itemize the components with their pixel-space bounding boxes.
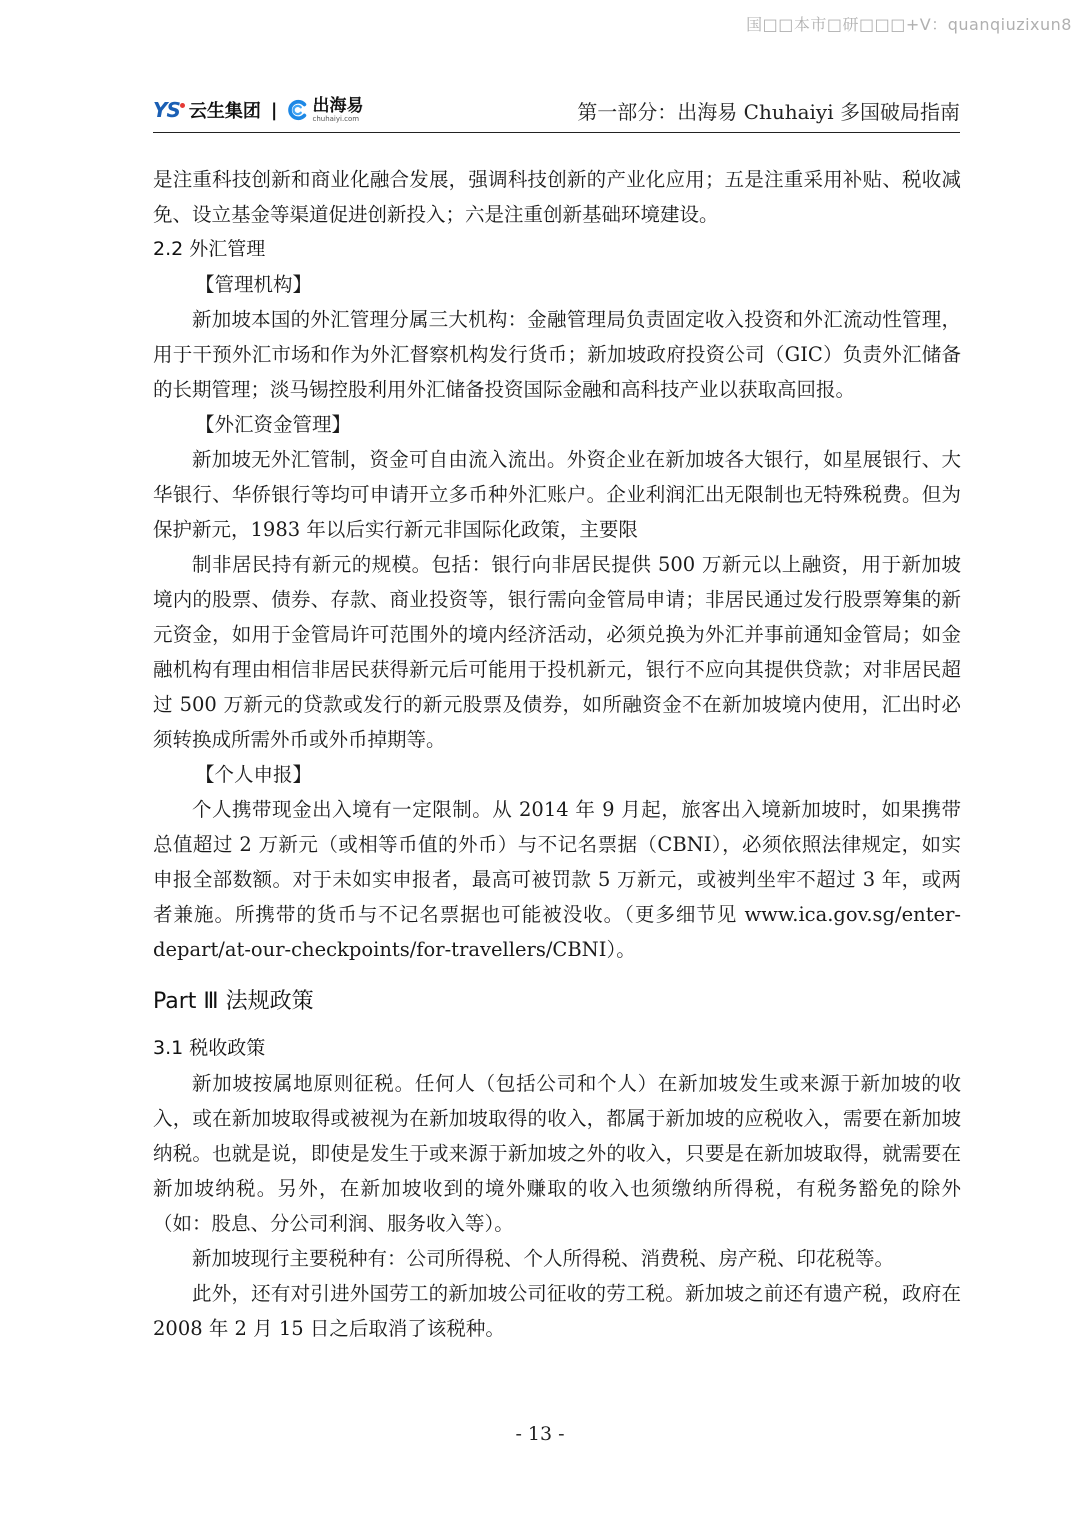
paragraph-tax-1: 新加坡按属地原则征税。任何人（包括公司和个人）在新加坡发生或来源于新加坡的收入，或在新加坡取得或被视为在新加坡取得的收入，都属于新加坡的应税收入，需要在新加坡纳税。也就是说，即使是发生于或来源于新加坡之外的收入，只要是在新加坡取得，就需要在新加坡纳税。另外，在新加坡收到的境外赚取的收入也须缴纳所得税，有税务豁免的除外（如：股息、分公司利润、服务收入等）。 [153, 1072, 961, 1235]
paragraph-personal: 个人携带现金出入境有一定限制。从 2014 年 9 月起，旅客出入境新加坡时，如果携带总值超过 2 万新元（或相等币值的外币）与不记名票据（CBNI），必须依照法律规定，如实申报全部数额。对于未如实申报者，最高可被罚款 5 万新元，或被判坐牢不超过 3 年，或两者兼施。所携带的货币与不记名票据也可能被没收。（更多细节见 www.ica.gov.sg/enter-depart/at-our-checkpoints/for-travellers/CBNI）。 [153, 798, 961, 961]
paragraph-tax-2: 新加坡现行主要税种有：公司所得税、个人所得税、消费税、房产税、印花税等。 [192, 1247, 895, 1270]
chuhaiyi-logo-name: 出海易 [312, 95, 364, 116]
chuhaiyi-logo-url: chuhaiyi.com [312, 114, 360, 123]
subheading-agency: 【管理机构】 [195, 273, 313, 296]
watermark-text: 国□□本市□研□□□+V：quanqiuzixun8 [746, 15, 1072, 34]
paragraph-agency: 新加坡本国的外汇管理分属三大机构：金融管理局负责固定收入投资和外汇流动性管理，用于干预外汇市场和作为外汇督察机构发行货币；新加坡政府投资公司（GIC）负责外汇储备的长期管理；淡马锡控股利用外汇储备投资国际金融和高科技产业以获取高回报。 [153, 308, 961, 401]
paragraph-intro: 是注重科技创新和商业化融合发展，强调科技创新的产业化应用；五是注重采用补贴、税收减免、设立基金等渠道促进创新投入；六是注重创新基础环境建设。 [153, 168, 961, 226]
logo-separator: | [270, 99, 278, 121]
paragraph-fund-2: 制非居民持有新元的规模。包括：银行向非居民提供 500 万新元以上融资，用于新加坡境内的股票、债券、存款、商业投资等，银行需向金管局申请；非居民通过发行股票筹集的新元资金，如用于金管局许可范围外的境内经济活动，必须兑换为外汇并事前通知金管局；如金融机构有理由相信非居民获得新元后可能用于投机新元，银行不应向其提供贷款；对非居民超过 500 万新元的贷款或发行的新元股票及债券，如所融资金不在新加坡境内使用，汇出时必须转换成所需外币或外币掉期等。 [153, 553, 961, 751]
page-header [153, 88, 960, 133]
subheading-fund-management: 【外汇资金管理】 [195, 413, 352, 436]
paragraph-tax-3: 此外，还有对引进外国劳工的新加坡公司征收的劳工税。新加坡之前还有遗产税，政府在 2008 年 2 月 15 日之后取消了该税种。 [153, 1282, 961, 1340]
section-heading-2-2: 2.2 外汇管理 [153, 238, 266, 260]
chuhaiyi-logo [287, 95, 364, 123]
part-heading-3: Part Ⅲ 法规政策 [153, 989, 314, 1014]
page-content [153, 162, 961, 1346]
page-number: - 13 - [515, 1423, 565, 1445]
ys-logo-dot-icon [180, 103, 185, 108]
header-logos [153, 97, 363, 123]
ys-logo-mark: YS [153, 98, 180, 122]
header-title: 第一部分：出海易 Chuhaiyi 多国破局指南 [577, 99, 960, 124]
paragraph-fund-1: 新加坡无外汇管制，资金可自由流入流出。外资企业在新加坡各大银行，如星展银行、大华银行、华侨银行等均可申请开立多币种外汇账户。企业利润汇出无限制也无特殊税费。但为保护新元，1983 年以后实行新元非国际化政策，主要限 [153, 448, 961, 541]
section-heading-3-1: 3.1 税收政策 [153, 1037, 266, 1059]
ys-logo-name: 云生集团 [188, 101, 261, 122]
chuhaiyi-c-icon [287, 99, 309, 121]
subheading-personal-declaration: 【个人申报】 [195, 763, 313, 786]
